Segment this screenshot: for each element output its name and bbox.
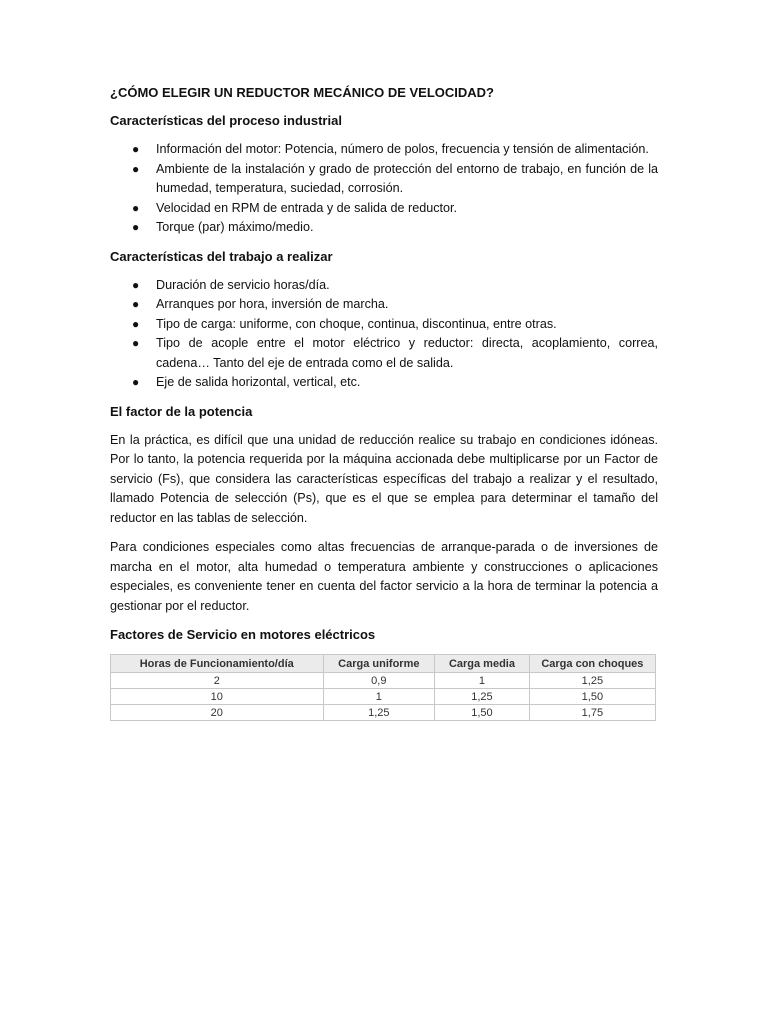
- bullet-icon: ●: [132, 336, 140, 350]
- list-item-text: Arranques por hora, inversión de marcha.: [156, 297, 389, 311]
- table-cell: 1,25: [435, 689, 530, 705]
- bullet-icon: ●: [132, 200, 140, 215]
- table-cell: 1,50: [529, 689, 655, 705]
- process-list: [110, 140, 658, 238]
- table-cell: 1,50: [435, 705, 530, 721]
- column-header: Carga uniforme: [323, 655, 435, 673]
- table-cell: 1: [435, 673, 530, 689]
- table-cell: 1,25: [529, 673, 655, 689]
- column-header: Horas de Funcionamiento/día: [111, 655, 324, 673]
- table-header-row: [111, 655, 656, 673]
- list-item-text: Eje de salida horizontal, vertical, etc.: [156, 375, 361, 389]
- section-heading-service-factors: Factores de Servicio en motores eléctricos: [110, 627, 376, 642]
- bullet-icon: ●: [132, 316, 140, 331]
- list-item: [110, 140, 658, 160]
- bullet-icon: ●: [132, 375, 140, 389]
- bullet-icon: ●: [132, 277, 140, 292]
- list-item: [110, 160, 658, 199]
- table-cell: 2: [111, 673, 324, 689]
- table-cell: 0,9: [323, 673, 435, 689]
- bullet-icon: ●: [132, 161, 140, 176]
- paragraph: Para condiciones especiales como altas frecuencias de arranque-parada o de inversiones de marcha en el motor, alta humedad o temperatura ambiente y construcciones o aplicaciones especiales, es conveniente tener en cuenta del factor servicio a la hora de terminar la potencia a gestionar por el reductor.: [110, 540, 658, 613]
- section-heading-work: Características del trabajo a realizar: [110, 248, 333, 264]
- table-row: [111, 673, 656, 689]
- list-item: [110, 373, 658, 393]
- page-title: ¿CÓMO ELEGIR UN REDUCTOR MECÁNICO DE VELOCIDAD?: [110, 85, 494, 100]
- list-item-text: Duración de servicio horas/día.: [156, 277, 330, 292]
- list-item: [110, 218, 658, 238]
- column-header: Carga con choques: [529, 655, 655, 673]
- bullet-icon: ●: [132, 297, 140, 311]
- bullet-icon: ●: [132, 142, 140, 156]
- work-list: [110, 276, 658, 393]
- list-item-text: Información del motor: Potencia, número de polos, frecuencia y tensión de alimentación.: [156, 142, 649, 156]
- table-row: [111, 705, 656, 721]
- table-row: [111, 689, 656, 705]
- column-header: Carga media: [435, 655, 530, 673]
- list-item: [110, 315, 658, 335]
- list-item-text: Velocidad en RPM de entrada y de salida de reductor.: [156, 200, 458, 215]
- list-item-text: Torque (par) máximo/medio.: [156, 220, 314, 234]
- table-cell: 20: [111, 705, 324, 721]
- list-item-text: Tipo de acople entre el motor eléctrico y reductor: directa, acoplamiento, correa, cadena… Tanto del eje de entrada como el de salida.: [156, 336, 658, 370]
- document-page: [110, 84, 658, 721]
- section-heading-power-factor: El factor de la potencia: [110, 403, 253, 419]
- list-item: [110, 276, 658, 296]
- section-heading-process: Características del proceso industrial: [110, 113, 342, 128]
- service-factor-table: [110, 654, 656, 721]
- list-item-text: Tipo de carga: uniforme, con choque, continua, discontinua, entre otras.: [156, 316, 557, 331]
- list-item: [110, 334, 658, 373]
- list-item: [110, 199, 658, 219]
- paragraph: En la práctica, es difícil que una unidad de reducción realice su trabajo en condiciones idóneas. Por lo tanto, la potencia requerida por la máquina accionada debe multiplicarse por un Factor de servicio (Fs), que considera las características específicas del trabajo a realizar y el resultado, llamado Potencia de selección (Ps), que es el que se emplea para determinar el tamaño del reductor en las tablas de selección.: [110, 432, 658, 525]
- table-cell: 1: [323, 689, 435, 705]
- table-cell: 1,75: [529, 705, 655, 721]
- list-item-text: Ambiente de la instalación y grado de protección del entorno de trabajo, en función de la humedad, temperatura, suciedad, corrosión.: [156, 161, 658, 195]
- table-cell: 1,25: [323, 705, 435, 721]
- table-cell: 10: [111, 689, 324, 705]
- list-item: [110, 295, 658, 315]
- bullet-icon: ●: [132, 220, 140, 234]
